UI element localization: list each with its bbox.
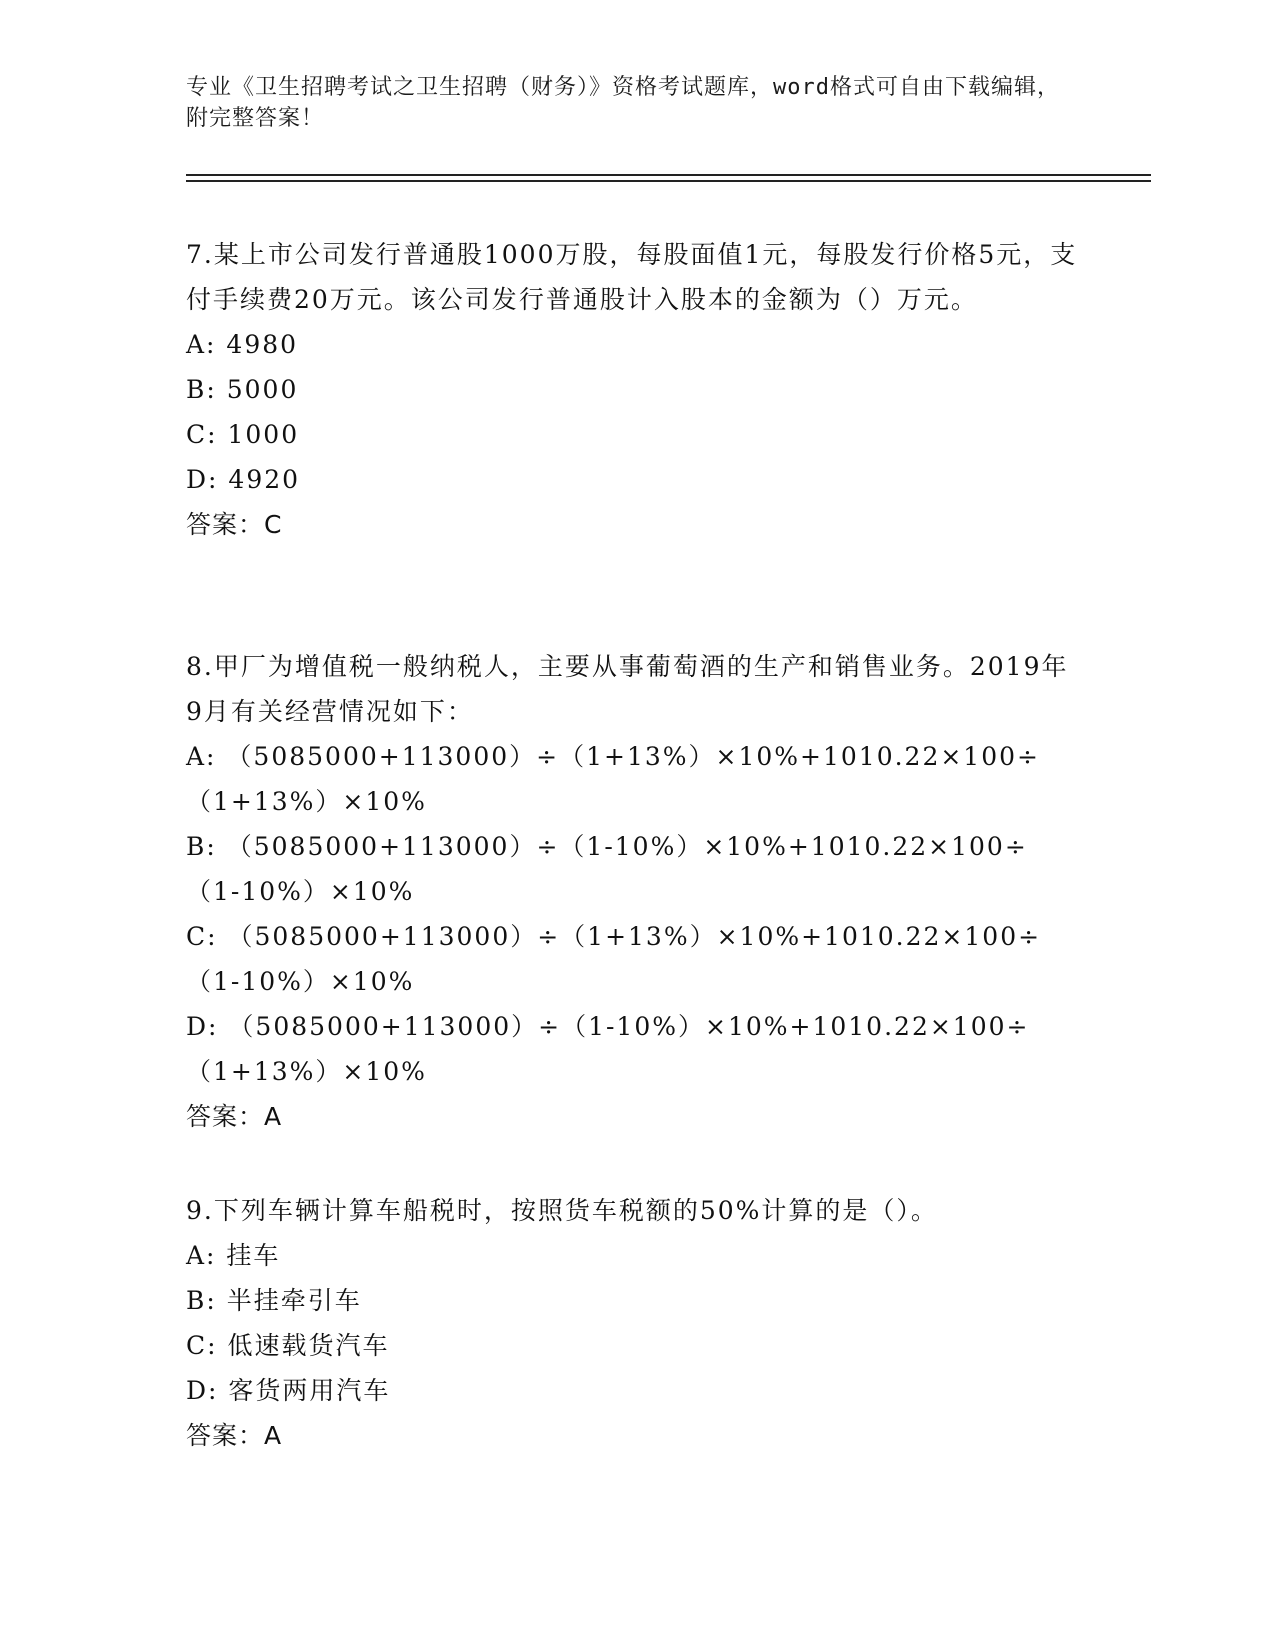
option-c: C: （5085000+113000）÷（1+13%）×10%+1010.22×100÷（1-10%）×10%: [186, 922, 1042, 996]
answer: 答案：A: [186, 1421, 283, 1450]
option-a: A: 挂车: [186, 1241, 281, 1270]
document-header: 专业《卫生招聘考试之卫生招聘（财务）》资格考试题库，word格式可自由下载编辑，附完整答案！: [186, 75, 1060, 131]
question-stem: 9.下列车辆计算车船税时，按照货车税额的50%计算的是（）。: [186, 1196, 938, 1225]
option-a: A: 4980: [186, 330, 299, 359]
answer: 答案：A: [186, 1102, 283, 1131]
question-stem: 7.某上市公司发行普通股1000万股，每股面值1元，每股发行价格5元，支付手续费20万元。该公司发行普通股计入股本的金额为（）万元。: [186, 240, 1078, 314]
option-c: C: 低速载货汽车: [186, 1331, 390, 1360]
option-d: D: 客货两用汽车: [186, 1376, 391, 1405]
answer: 答案：C: [186, 510, 283, 539]
option-d: D: （5085000+113000）÷（1-10%）×10%+1010.22×100÷（1+13%）×10%: [186, 1012, 1030, 1086]
option-b: B: （5085000+113000）÷（1-10%）×10%+1010.22×100÷（1-10%）×10%: [186, 832, 1028, 906]
header-divider-top: [186, 174, 1151, 176]
question-9: [186, 1188, 1086, 1458]
option-b: B: 半挂牵引车: [186, 1286, 362, 1315]
header-divider-bottom: [186, 180, 1151, 182]
question-7: [186, 232, 1086, 547]
question-8: [186, 644, 1086, 1139]
option-d: D: 4920: [186, 465, 301, 494]
option-a: A: （5085000+113000）÷（1+13%）×10%+1010.22×100÷（1+13%）×10%: [186, 742, 1040, 816]
question-stem: 8.甲厂为增值税一般纳税人，主要从事葡萄酒的生产和销售业务。2019年9月有关经营情况如下：: [186, 652, 1069, 726]
option-b: B: 5000: [186, 375, 299, 404]
option-c: C: 1000: [186, 420, 300, 449]
